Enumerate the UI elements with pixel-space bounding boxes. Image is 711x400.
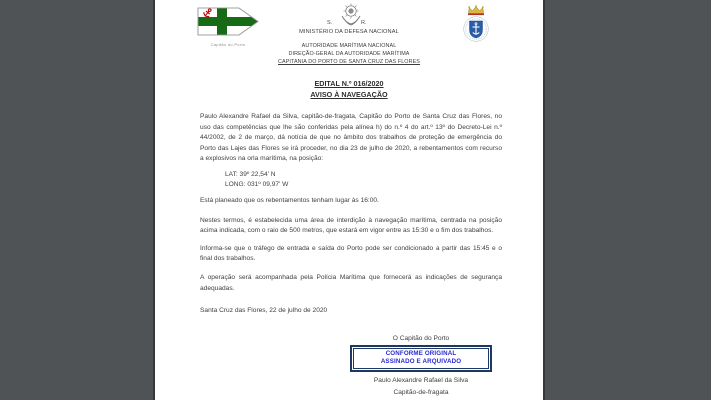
- edital-title: EDITAL N.º 016/2020: [314, 79, 384, 88]
- emblem-s-label: S.: [327, 20, 333, 26]
- conformity-stamp: [350, 345, 492, 372]
- coordinate-long: LONG: 031º 09,97' W: [225, 181, 289, 189]
- paragraph-police: A operação será acompanhada pela Polícia Marítima que fornecerá as indicações de segurança adequadas.: [200, 273, 502, 292]
- stamp-line-1: CONFORME ORIGINAL: [385, 350, 457, 357]
- document-body: [200, 112, 502, 317]
- paragraph-traffic: Informa-se que o tráfego de entrada e saída do Porto pode ser condicionado a partir das 15:45 e o final dos trabalhos.: [200, 244, 502, 263]
- paragraph-interdiction: Nestes termos, é estabelecida uma área de interdição à navegação marítima, centrada na posição acima indicada, com o raio de 500 metros, que estará em vigor entre as 15:30 e o fim dos trabalhos.: [200, 216, 502, 235]
- captaincy-line: CAPITANIA DO PORTO DE SANTA CRUZ DAS FLORES: [278, 59, 420, 65]
- flag-caption: Capitão do Porto: [210, 42, 246, 47]
- signature-role: O Capitão do Porto: [392, 335, 450, 342]
- port-captain-flag-block: [196, 7, 260, 47]
- emblem-r-label: R.: [361, 20, 367, 26]
- coordinate-lat: LAT: 39º 22,54' N: [225, 170, 276, 178]
- authority-line: AUTORIDADE MARÍTIMA NACIONAL: [301, 43, 397, 49]
- maritime-coat-of-arms-icon: [463, 4, 491, 46]
- dateline: Santa Cruz das Flores, 22 de julho de 2020: [200, 307, 328, 315]
- crown-icon: [468, 5, 483, 13]
- paragraph-schedule: Está planeado que os rebentamentos tenham lugar às 16:00.: [200, 196, 379, 204]
- document-page: [153, 0, 545, 400]
- coordinates-block: [225, 170, 502, 191]
- signature-block: [350, 334, 492, 398]
- directorate-line: DIREÇÃO-GERAL DA AUTORIDADE MARÍTIMA: [288, 51, 410, 57]
- signature-rank: Capitão-de-fragata: [393, 389, 449, 396]
- ministry-line: MINISTÉRIO DA DEFESA NACIONAL: [299, 29, 399, 35]
- paragraph-intro: Paulo Alexandre Rafael da Silva, capitão-de-fragata, Capitão do Porto de Santa Cruz das Flores, no uso das competências que lhe são conferidas pela alínea h) do n.º 4 do art.º 13º do Decreto-Lei n.º 44/2002, de 2 de março, dá notícia de que no âmbito dos trabalhos de proteção de emergência do Porto das Lajes das Flores se irá proceder, no dia 23 de julho de 2020, a rebentamentos com recurso a explosivos na orla marítima, na posição:: [200, 113, 502, 163]
- aviso-title: AVISO À NAVEGAÇÃO: [310, 90, 388, 99]
- stamp-line-2: ASSINADO E ARQUIVADO: [380, 358, 462, 365]
- signature-name: Paulo Alexandre Rafael da Silva: [373, 377, 469, 384]
